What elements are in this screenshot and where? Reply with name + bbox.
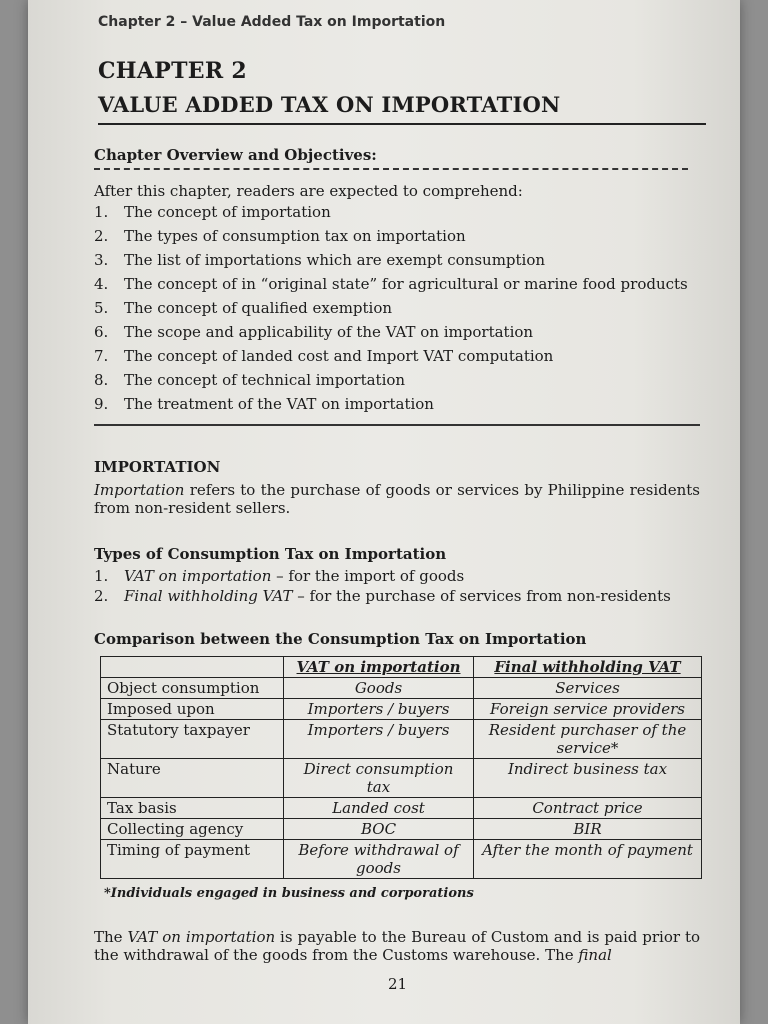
table-header-row: [101, 657, 702, 678]
list-item: 8. The concept of technical importation: [94, 371, 406, 389]
column-header: VAT on importation: [284, 657, 474, 678]
column-header: [101, 657, 284, 678]
list-item: 5. The concept of qualified exemption: [94, 299, 393, 317]
chapter-label: CHAPTER 2: [98, 58, 247, 84]
table-row: Nature Direct consumption tax Indirect business tax: [101, 759, 702, 798]
table-row: Tax basis Landed cost Contract price: [101, 798, 702, 819]
book-page: [28, 0, 740, 1024]
running-head: Chapter 2 – Value Added Tax on Importation: [98, 14, 446, 30]
list-item: 1. VAT on importation – for the import of goods: [94, 567, 465, 585]
table-footnote: *Individuals engaged in business and corporations: [104, 886, 474, 901]
list-item: 7. The concept of landed cost and Import VAT computation: [94, 347, 554, 365]
chapter-title: VALUE ADDED TAX ON IMPORTATION: [98, 92, 706, 125]
table-row: Object consumption Goods Services: [101, 678, 702, 699]
table-row: Imposed upon Importers / buyers Foreign service providers: [101, 699, 702, 720]
closing-paragraph: The VAT on importation is payable to the Bureau of Custom and is paid prior to the withdrawal of the goods from the Customs warehouse. The final: [94, 928, 700, 964]
comparison-table: [100, 656, 702, 879]
list-item: 9. The treatment of the VAT on importation: [94, 395, 434, 413]
column-header: Final withholding VAT: [474, 657, 702, 678]
importation-heading: IMPORTATION: [94, 458, 221, 476]
overview-heading: Chapter Overview and Objectives:: [94, 146, 688, 170]
list-item: 3. The list of importations which are exempt consumption: [94, 251, 546, 269]
list-item: 2. The types of consumption tax on importation: [94, 227, 466, 245]
list-item: 4. The concept of in “original state” for agricultural or marine food products: [94, 275, 688, 293]
table-row: Collecting agency BOC BIR: [101, 819, 702, 840]
page-number: 21: [388, 975, 408, 993]
section-divider: [94, 424, 700, 426]
importation-definition: Importation refers to the purchase of goods or services by Philippine residents from non-resident sellers.: [94, 481, 700, 517]
types-heading: Types of Consumption Tax on Importation: [94, 545, 447, 563]
table-row: Timing of payment Before withdrawal of goods After the month of payment: [101, 840, 702, 879]
list-item: 6. The scope and applicability of the VAT on importation: [94, 323, 534, 341]
objectives-list: [94, 203, 700, 419]
types-list: [94, 566, 700, 606]
objectives-intro: After this chapter, readers are expected to comprehend:: [94, 182, 523, 200]
comparison-heading: Comparison between the Consumption Tax on Importation: [94, 630, 587, 648]
list-item: 1. The concept of importation: [94, 203, 331, 221]
list-item: 2. Final withholding VAT – for the purchase of services from non-residents: [94, 587, 671, 605]
table-row: Statutory taxpayer Importers / buyers Resident purchaser of the service*: [101, 720, 702, 759]
